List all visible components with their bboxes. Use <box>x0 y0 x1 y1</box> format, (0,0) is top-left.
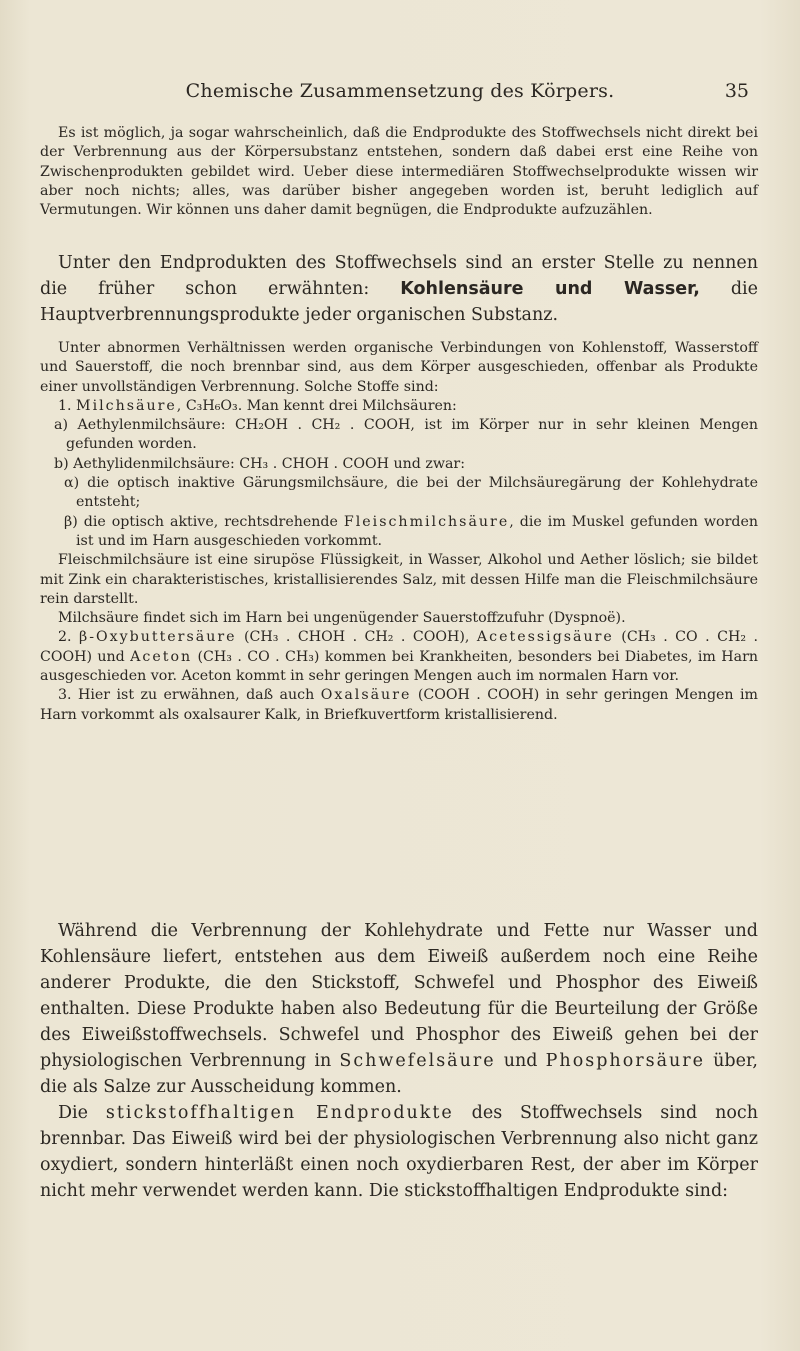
text-run: (CH₃ . CO . CH₂ . COOH) und <box>40 629 758 665</box>
text-run: die Hauptverbrennungsprodukte jeder organischen Substanz. <box>40 279 759 325</box>
text-run: (CH₃ . CO . CH₃) kommen bei Krankheiten, besonders bei Diabetes, im Harn ausgeschieden vor. Aceton kommt in sehr geringen Mengen auch im normalen Harn vor. <box>40 648 758 685</box>
text-run: und <box>495 1051 546 1071</box>
page-number: 35 <box>724 80 749 102</box>
item-label: 2. <box>58 629 80 646</box>
spaced-term: Schwefelsäure <box>339 1051 496 1071</box>
paragraph-text <box>40 918 758 1100</box>
text-run: Unter den Endprodukten des Stoffwechsels sind an erster Stelle zu nennen die früher schon erwähnten: <box>40 253 758 299</box>
text-run: (COOH . COOH) in sehr geringen Mengen im Harn vorkommt als oxalsaurer Kalk, in Briefkuvertform kristallisierend. <box>40 687 758 723</box>
paragraph-text: Milchsäure findet sich im Harn bei ungenügender Sauerstoffzufuhr (Dyspnoë). <box>58 610 626 627</box>
paragraph-text <box>40 250 758 328</box>
spaced-term: stickstoffhaltigen Endprodukte <box>105 1103 454 1123</box>
section-abnormal-products <box>40 339 758 725</box>
text-run: , die im Muskel gefunden worden ist und im Harn ausgeschieden vorkommt. <box>76 513 758 549</box>
list-item-beta <box>40 513 758 552</box>
list-item-2 <box>40 628 758 686</box>
text-run: Während die Verbrennung der Kohlehydrate und Fette nur Wasser und Kohlensäure liefert, entstehen aus dem Eiweiß außerdem noch eine Reihe anderer Produkte, die den Stickstoff, Schwefel und Phosphor des Eiweiß enthalten. Diese Produkte haben also Bedeutung für die Beurteilung der Größe des Eiweißstoffwechsels. Schwefel und Phosphor des Eiweiß gehen bei der physiologischen Verbrennung in <box>40 921 758 1071</box>
text-run: über, die als Salze zur Ausscheidung kommen. <box>40 1051 758 1097</box>
paragraph-text: Es ist möglich, ja sogar wahrscheinlich, daß die Endprodukte des Stoffwechsels nicht direkt bei der Verbrennung aus der Körpersubstanz entstehen, sondern daß dabei erst eine Reihe von Zwischenprodukten gebildet wird. Ueber diese intermediären Stoffwechselprodukte wissen wir aber noch nichts; alles, was darüber bisher angegeben worden ist, beruht lediglich auf Vermutungen. Wir können uns daher damit begnügen, die Endprodukte aufzuzählen. <box>40 125 758 219</box>
spaced-term: Phosphorsäure <box>545 1051 705 1071</box>
list-item-1 <box>40 397 758 416</box>
paragraph-intermediate-products <box>40 124 758 220</box>
bold-term: Kohlensäure und Wasser, <box>400 279 700 299</box>
paragraph-text: Fleischmilchsäure ist eine sirupöse Flüssigkeit, in Wasser, Alkohol und Aether löslich; sie bildet mit Zink ein charakteristisches, kristallisierendes Salz, mit dessen Hilfe man die Fleischmilchsäure rein darstellt. <box>40 552 758 607</box>
spaced-term: Oxalsäure <box>320 687 412 704</box>
spaced-term: β-Oxybuttersäure <box>79 629 237 646</box>
text-run: des Stoffwechsels sind noch brennbar. Das Eiweiß wird bei der physiologischen Verbrennung also nicht ganz oxydiert, sondern hinterläßt einen noch oxydierbaren Rest, der aber im Körper nicht mehr verwendet werden kann. Die stickstoffhaltigen Endprodukte sind: <box>40 1103 758 1201</box>
text-run: (CH₃ . CHOH . CH₂ . COOH), <box>236 629 477 646</box>
spaced-term: Aceton <box>130 648 193 665</box>
section-protein-products <box>40 918 758 1204</box>
list-item-alpha: α) die optisch inaktive Gärungsmilchsäure, die bei der Milchsäuregärung der Kohlehydrate entsteht; <box>64 475 758 511</box>
text-run: 3. Hier ist zu erwähnen, daß auch <box>58 687 321 704</box>
text-run: Man kennt drei Milchsäuren: <box>242 397 457 414</box>
paragraph-text <box>40 1100 758 1204</box>
chemical-formula: , C₃H₆O₃. <box>176 397 243 414</box>
spaced-term: Fleischmilchsäure <box>343 513 510 530</box>
text-run: Die <box>58 1103 106 1123</box>
paragraph-text: Unter abnormen Verhältnissen werden organische Verbindungen von Kohlenstoff, Wasserstoff und Sauerstoff, die noch brennbar sind, aus dem Körper ausgeschieden, offenbar als Produkte einer unvollständigen Verbrennung. Solche Stoffe sind: <box>40 340 758 395</box>
spaced-term: Acetessigsäure <box>476 629 614 646</box>
text-run: β) die optisch aktive, rechtsdrehende <box>64 513 344 530</box>
paragraph-main-end-products <box>40 250 758 328</box>
list-item-3 <box>40 686 758 725</box>
list-item-1a: a) Aethylenmilchsäure: CH₂OH . CH₂ . COOH, ist im Körper nur in sehr kleinen Mengen gefunden worden. <box>54 417 758 453</box>
list-item-1b: b) Aethylidenmilchsäure: CH₃ . CHOH . COOH und zwar: <box>54 455 465 472</box>
running-title: Chemische Zusammensetzung des Körpers. <box>185 80 615 102</box>
page-header <box>0 80 800 110</box>
spaced-term: Milchsäure <box>76 397 177 414</box>
item-label: 1. <box>58 397 77 414</box>
